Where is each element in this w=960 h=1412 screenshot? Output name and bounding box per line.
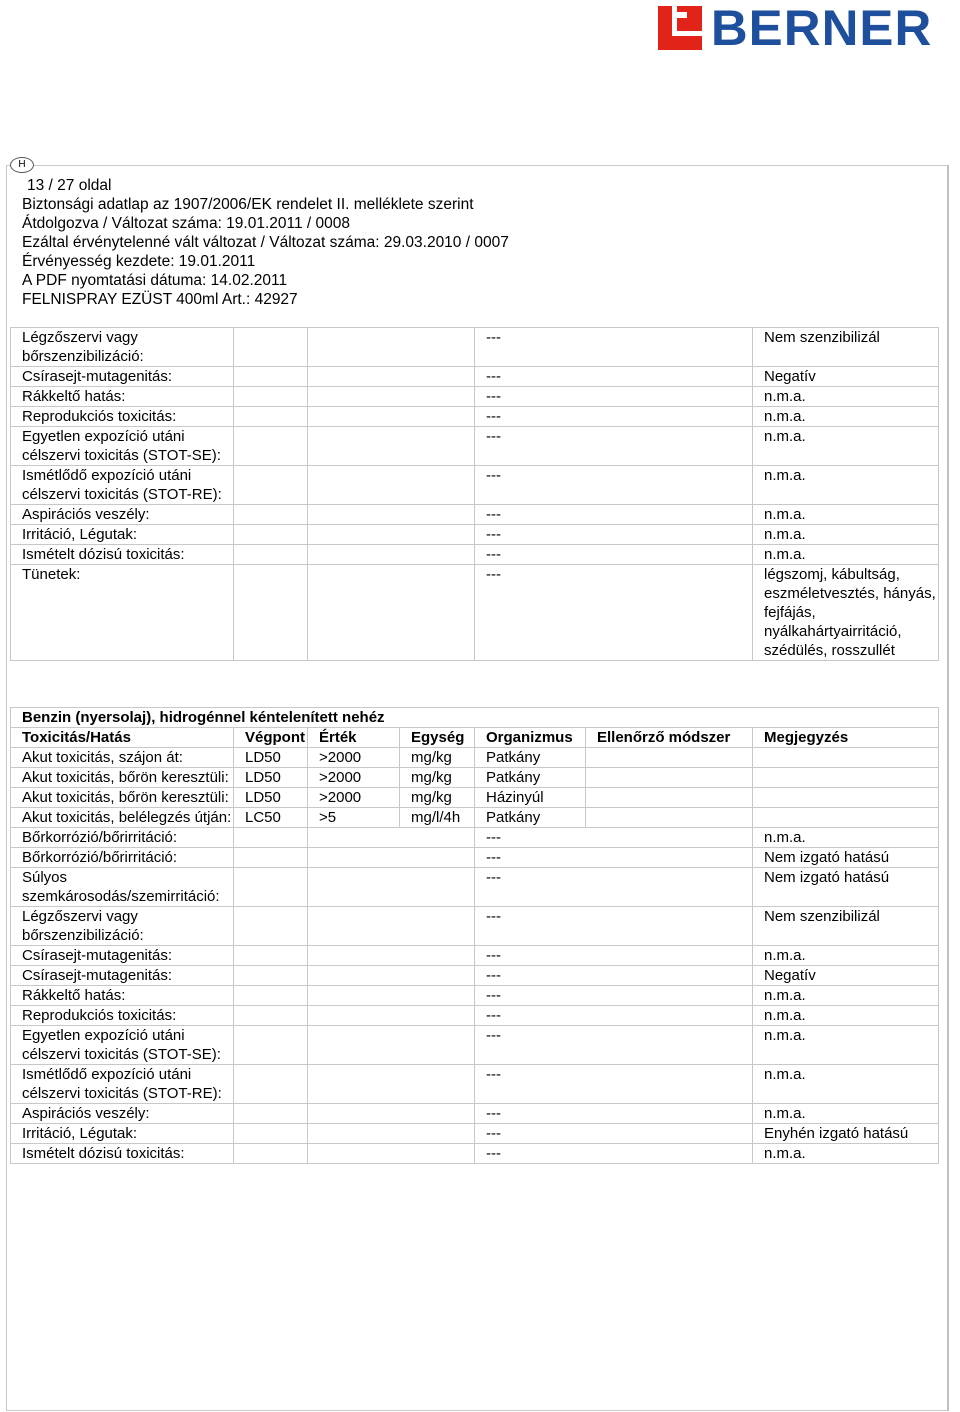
remark-cell: Nem izgató hatású: [753, 848, 939, 868]
endpoint-cell: LD50: [234, 748, 308, 768]
berner-logo-mark: [655, 4, 705, 52]
remark-cell: Negatív: [753, 367, 939, 387]
table-row: [11, 1124, 939, 1144]
remark-cell: légszomj, kábultság, eszméletvesztés, hányás, fejfájás, nyálkahártyairritáció, szédülés, rosszullét: [753, 565, 939, 661]
table-row: [11, 565, 939, 661]
table-row: [11, 328, 939, 367]
endpoint-cell: [234, 407, 308, 427]
value-cell: [308, 907, 475, 946]
assessment-cell: ---: [475, 427, 753, 466]
value-cell: [308, 387, 475, 407]
remark-cell: n.m.a.: [753, 545, 939, 565]
page-number: 13 / 27 oldal: [27, 177, 112, 194]
assessment-cell: ---: [475, 466, 753, 505]
remark-cell: [753, 768, 939, 788]
effect-label: Akut toxicitás, bőrön keresztüli:: [11, 788, 234, 808]
effect-label: Egyetlen expozíció utáni célszervi toxicitás (STOT-SE):: [11, 427, 234, 466]
value-cell: [308, 407, 475, 427]
remark-cell: [753, 788, 939, 808]
table-row: [11, 387, 939, 407]
header-print-date: A PDF nyomtatási dátuma: 14.02.2011: [22, 272, 288, 289]
endpoint-cell: LD50: [234, 788, 308, 808]
remark-cell: Negatív: [753, 966, 939, 986]
assessment-cell: ---: [475, 1144, 753, 1164]
assessment-cell: ---: [475, 1065, 753, 1104]
assessment-cell: ---: [475, 407, 753, 427]
effect-label: Aspirációs veszély:: [11, 1104, 234, 1124]
effect-label: Akut toxicitás, szájon át:: [11, 748, 234, 768]
header-superseded: Ezáltal érvénytelenné vált változat / Változat száma: 29.03.2010 / 0007: [22, 234, 509, 251]
effect-label: Aspirációs veszély:: [11, 505, 234, 525]
effect-label: Reprodukciós toxicitás:: [11, 407, 234, 427]
organism-cell: Patkány: [475, 748, 586, 768]
endpoint-cell: [234, 1104, 308, 1124]
endpoint-cell: [234, 545, 308, 565]
remark-cell: n.m.a.: [753, 986, 939, 1006]
table-row: [11, 1006, 939, 1026]
header-product: FELNISPRAY EZÜST 400ml Art.: 42927: [22, 291, 298, 308]
value-cell: [308, 1124, 475, 1144]
value-cell: [308, 367, 475, 387]
assessment-cell: ---: [475, 1124, 753, 1144]
value-cell: [308, 565, 475, 661]
table-row: [11, 748, 939, 768]
header-validity: Érvényesség kezdete: 19.01.2011: [22, 253, 256, 270]
remark-cell: n.m.a.: [753, 946, 939, 966]
remark-cell: [753, 808, 939, 828]
remark-cell: n.m.a.: [753, 466, 939, 505]
assessment-cell: ---: [475, 1006, 753, 1026]
table-row: [11, 525, 939, 545]
method-cell: [586, 808, 753, 828]
remark-cell: [753, 748, 939, 768]
table-row: [11, 1144, 939, 1164]
effect-label: Reprodukciós toxicitás:: [11, 1006, 234, 1026]
header-method: Ellenőrző módszer: [586, 728, 753, 748]
assessment-cell: ---: [475, 367, 753, 387]
table-header-row: [11, 728, 939, 748]
effect-label: Rákkeltő hatás:: [11, 387, 234, 407]
assessment-cell: ---: [475, 545, 753, 565]
table-row: [11, 986, 939, 1006]
value-cell: [308, 966, 475, 986]
remark-cell: n.m.a.: [753, 525, 939, 545]
organism-cell: Patkány: [475, 808, 586, 828]
value-cell: [308, 466, 475, 505]
remark-cell: n.m.a.: [753, 828, 939, 848]
endpoint-cell: [234, 868, 308, 907]
table-row: [11, 966, 939, 986]
effect-label: Irritáció, Légutak:: [11, 1124, 234, 1144]
remark-cell: Nem szenzibilizál: [753, 328, 939, 367]
assessment-cell: ---: [475, 1026, 753, 1065]
value-cell: [308, 986, 475, 1006]
assessment-cell: ---: [475, 868, 753, 907]
unit-cell: mg/kg: [400, 788, 475, 808]
endpoint-cell: [234, 1026, 308, 1065]
endpoint-cell: [234, 1006, 308, 1026]
toxicity-table-continued: [10, 327, 939, 661]
unit-cell: mg/kg: [400, 768, 475, 788]
remark-cell: n.m.a.: [753, 505, 939, 525]
effect-label: Légzőszervi vagy bőrszenzibilizáció:: [11, 328, 234, 367]
value-cell: [308, 1065, 475, 1104]
header-value: Érték: [308, 728, 400, 748]
effect-label: Akut toxicitás, belélegzés útján:: [11, 808, 234, 828]
endpoint-cell: [234, 907, 308, 946]
assessment-cell: ---: [475, 986, 753, 1006]
value-cell: [308, 946, 475, 966]
table-row: [11, 1104, 939, 1124]
table-row: [11, 868, 939, 907]
effect-label: Akut toxicitás, bőrön keresztüli:: [11, 768, 234, 788]
assessment-cell: ---: [475, 565, 753, 661]
assessment-cell: ---: [475, 328, 753, 367]
remark-cell: n.m.a.: [753, 407, 939, 427]
table-row: [11, 848, 939, 868]
assessment-cell: ---: [475, 525, 753, 545]
brand-logo: [655, 0, 933, 56]
table-row: [11, 828, 939, 848]
effect-label: Ismételt dózisú toxicitás:: [11, 545, 234, 565]
endpoint-cell: [234, 367, 308, 387]
remark-cell: n.m.a.: [753, 1065, 939, 1104]
effect-label: Csírasejt-mutagenitás:: [11, 966, 234, 986]
organism-cell: Patkány: [475, 768, 586, 788]
assessment-cell: ---: [475, 1104, 753, 1124]
effect-label: Rákkeltő hatás:: [11, 986, 234, 1006]
table-row: [11, 768, 939, 788]
table-row: [11, 427, 939, 466]
header-endpoint: Végpont: [234, 728, 308, 748]
effect-label: Légzőszervi vagy bőrszenzibilizáció:: [11, 907, 234, 946]
endpoint-cell: LC50: [234, 808, 308, 828]
assessment-cell: ---: [475, 907, 753, 946]
header-remark: Megjegyzés: [753, 728, 939, 748]
header-unit: Egység: [400, 728, 475, 748]
value-cell: [308, 505, 475, 525]
value-cell: [308, 328, 475, 367]
endpoint-cell: [234, 946, 308, 966]
effect-label: Bőrkorrózió/bőrirritáció:: [11, 828, 234, 848]
value-cell: [308, 828, 475, 848]
unit-cell: mg/l/4h: [400, 808, 475, 828]
table-row: [11, 808, 939, 828]
value-cell: >2000: [308, 788, 400, 808]
table-row: [11, 788, 939, 808]
language-badge: H: [10, 157, 34, 173]
effect-label: Bőrkorrózió/bőrirritáció:: [11, 848, 234, 868]
header-organism: Organizmus: [475, 728, 586, 748]
endpoint-cell: [234, 1065, 308, 1104]
assessment-cell: ---: [475, 828, 753, 848]
document-header: [22, 176, 509, 309]
brand-name: BERNER: [710, 0, 933, 56]
endpoint-cell: [234, 525, 308, 545]
table-row: [11, 505, 939, 525]
remark-cell: Enyhén izgató hatású: [753, 1124, 939, 1144]
table-row: [11, 1026, 939, 1065]
value-cell: >2000: [308, 768, 400, 788]
effect-label: Ismételt dózisú toxicitás:: [11, 1144, 234, 1164]
substance-title: Benzin (nyersolaj), hidrogénnel kéntelenített nehéz: [11, 708, 939, 728]
assessment-cell: ---: [475, 387, 753, 407]
endpoint-cell: [234, 1144, 308, 1164]
remark-cell: n.m.a.: [753, 387, 939, 407]
value-cell: [308, 525, 475, 545]
endpoint-cell: [234, 565, 308, 661]
table-row: [11, 907, 939, 946]
effect-label: Egyetlen expozíció utáni célszervi toxicitás (STOT-SE):: [11, 1026, 234, 1065]
endpoint-cell: [234, 848, 308, 868]
effect-label: Csírasejt-mutagenitás:: [11, 946, 234, 966]
method-cell: [586, 748, 753, 768]
endpoint-cell: [234, 427, 308, 466]
assessment-cell: ---: [475, 848, 753, 868]
endpoint-cell: [234, 387, 308, 407]
assessment-cell: ---: [475, 966, 753, 986]
endpoint-cell: LD50: [234, 768, 308, 788]
header-revision: Átdolgozva / Változat száma: 19.01.2011 / 0008: [22, 215, 351, 232]
assessment-cell: ---: [475, 946, 753, 966]
endpoint-cell: [234, 466, 308, 505]
table-row: [11, 367, 939, 387]
method-cell: [586, 768, 753, 788]
remark-cell: n.m.a.: [753, 1026, 939, 1065]
table-row: [11, 1065, 939, 1104]
effect-label: Tünetek:: [11, 565, 234, 661]
value-cell: [308, 427, 475, 466]
endpoint-cell: [234, 505, 308, 525]
table-row: [11, 407, 939, 427]
method-cell: [586, 788, 753, 808]
remark-cell: n.m.a.: [753, 1006, 939, 1026]
remark-cell: n.m.a.: [753, 1104, 939, 1124]
header-regulation: Biztonsági adatlap az 1907/2006/EK rendelet II. melléklete szerint: [22, 196, 474, 213]
endpoint-cell: [234, 986, 308, 1006]
unit-cell: mg/kg: [400, 748, 475, 768]
value-cell: >2000: [308, 748, 400, 768]
remark-cell: Nem izgató hatású: [753, 868, 939, 907]
remark-cell: n.m.a.: [753, 427, 939, 466]
table-row: [11, 466, 939, 505]
value-cell: [308, 545, 475, 565]
header-toxicity: Toxicitás/Hatás: [11, 728, 234, 748]
effect-label: Súlyos szemkárosodás/szemirritáció:: [11, 868, 234, 907]
effect-label: Ismétlődő expozíció utáni célszervi toxicitás (STOT-RE):: [11, 466, 234, 505]
endpoint-cell: [234, 828, 308, 848]
endpoint-cell: [234, 966, 308, 986]
value-cell: [308, 1026, 475, 1065]
effect-label: Csírasejt-mutagenitás:: [11, 367, 234, 387]
endpoint-cell: [234, 1124, 308, 1144]
toxicity-table-benzin: [10, 707, 939, 1164]
value-cell: [308, 848, 475, 868]
remark-cell: Nem szenzibilizál: [753, 907, 939, 946]
effect-label: Ismétlődő expozíció utáni célszervi toxicitás (STOT-RE):: [11, 1065, 234, 1104]
value-cell: [308, 868, 475, 907]
effect-label: Irritáció, Légutak:: [11, 525, 234, 545]
endpoint-cell: [234, 328, 308, 367]
table-row: [11, 946, 939, 966]
value-cell: [308, 1104, 475, 1124]
organism-cell: Házinyúl: [475, 788, 586, 808]
assessment-cell: ---: [475, 505, 753, 525]
value-cell: >5: [308, 808, 400, 828]
value-cell: [308, 1144, 475, 1164]
remark-cell: n.m.a.: [753, 1144, 939, 1164]
value-cell: [308, 1006, 475, 1026]
table-row: [11, 545, 939, 565]
